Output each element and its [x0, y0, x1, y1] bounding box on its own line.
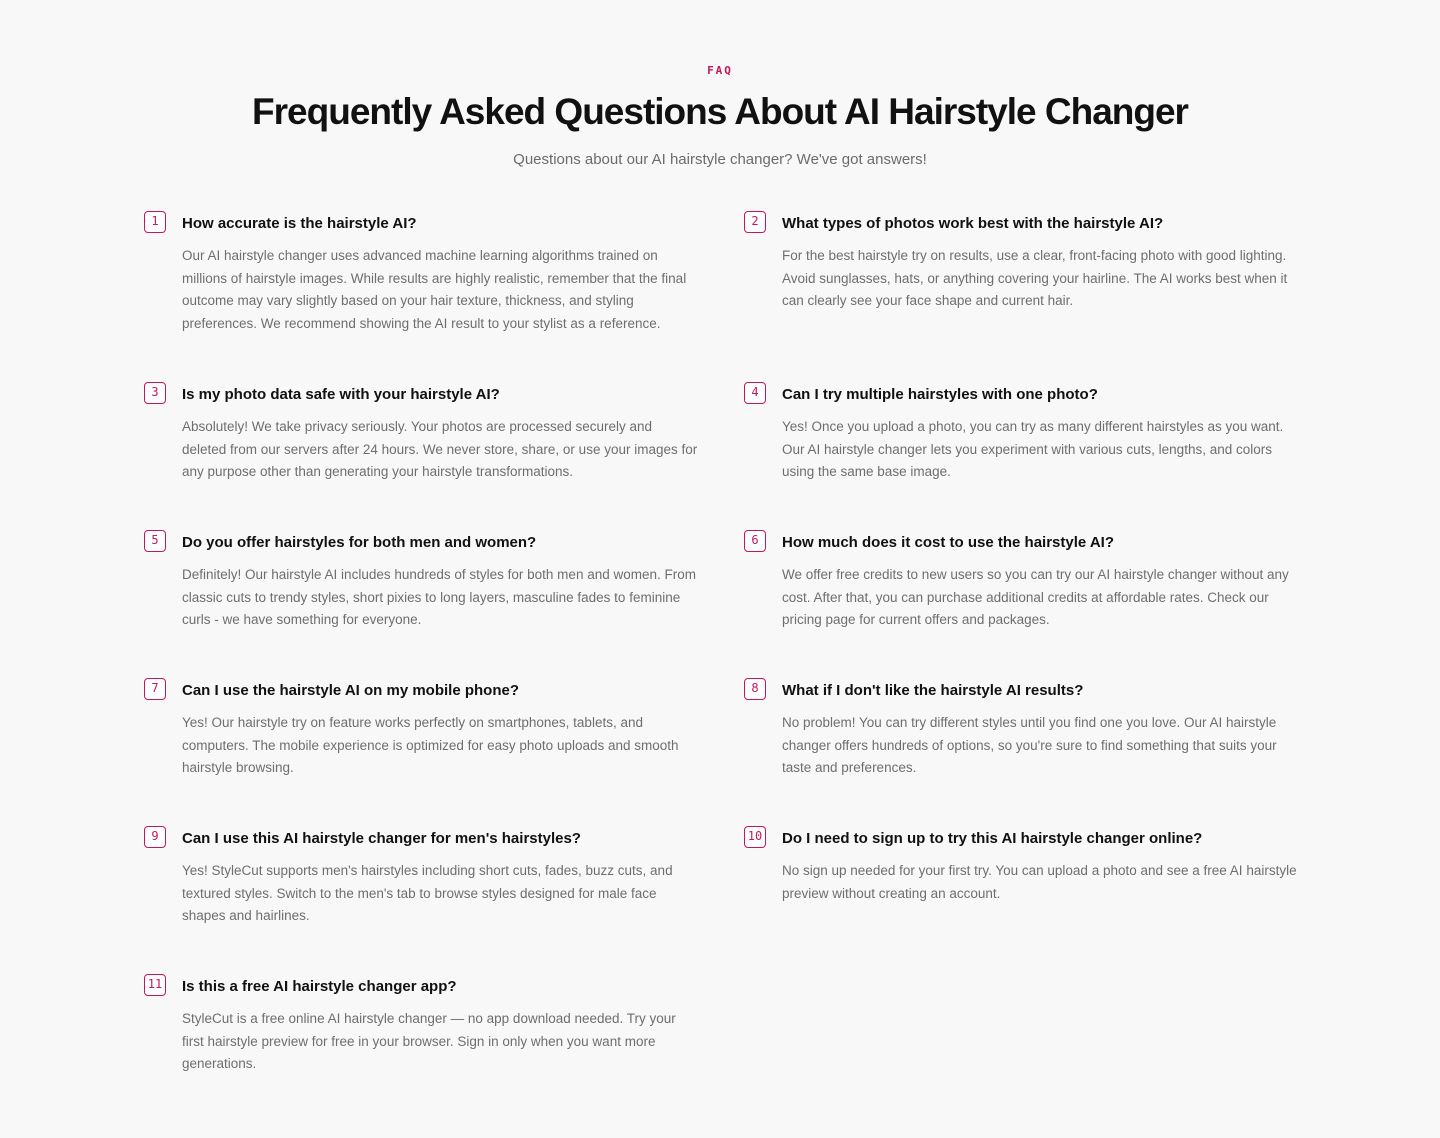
faq-number-badge: 2 [744, 211, 766, 233]
faq-number-badge: 5 [144, 530, 166, 552]
faq-answer: Yes! StyleCut supports men's hairstyles including short cuts, fades, buzz cuts, and textured styles. Switch to the men's tab to browse styles designed for male face shapes and hairlines. [182, 863, 673, 924]
faq-number-badge: 11 [144, 974, 166, 996]
faq-number-badge: 1 [144, 211, 166, 233]
faq-body [182, 826, 704, 928]
faq-answer: Our AI hairstyle changer uses advanced machine learning algorithms trained on millions of hairstyle images. While results are highly realistic, remember that the final outcome may vary slightly based on your hair texture, thickness, and styling preferences. We recommend showing the AI result to your stylist as a reference. [182, 248, 687, 332]
faq-question: What types of photos work best with the hairstyle AI? [782, 215, 1164, 232]
faq-question: Do you offer hairstyles for both men and women? [182, 534, 537, 551]
faq-item-11 [144, 974, 704, 1116]
faq-answer: Definitely! Our hairstyle AI includes hundreds of styles for both men and women. From classic cuts to trendy styles, short pixies to long layers, masculine fades to feminine curls - we have something for everyone. [182, 567, 696, 628]
faq-number-badge: 8 [744, 678, 766, 700]
faq-answer: No sign up needed for your first try. You can upload a photo and see a free AI hairstyle preview without creating an account. [782, 863, 1297, 901]
faq-number-badge: 6 [744, 530, 766, 552]
faq-body [182, 382, 704, 484]
faq-answer: No problem! You can try different styles until you find one you love. Our AI hairstyle changer offers hundreds of options, so you're sure to find something that suits your taste and preferences. [782, 715, 1277, 776]
faq-body [782, 826, 1304, 905]
faq-answer: We offer free credits to new users so you can try our AI hairstyle changer without any cost. After that, you can purchase additional credits at affordable rates. Check our pricing page for current offers and packages. [782, 567, 1289, 628]
faq-answer: For the best hairstyle try on results, use a clear, front-facing photo with good lighting. Avoid sunglasses, hats, or anything covering your hairline. The AI works best when it can clearly see your face shape and current hair. [782, 248, 1288, 309]
faq-number-badge: 9 [144, 826, 166, 848]
faq-answer: Absolutely! We take privacy seriously. Your photos are processed securely and deleted from our servers after 24 hours. We never store, share, or use your images for any purpose other than generating your hairstyle transformations. [182, 419, 698, 480]
faq-question: Do I need to sign up to try this AI hairstyle changer online? [782, 830, 1203, 847]
faq-number-badge: 10 [744, 826, 766, 848]
faq-answer: Yes! Once you upload a photo, you can try as many different hairstyles as you want. Our AI hairstyle changer lets you experiment with various cuts, lengths, and colors using the same base image. [782, 419, 1284, 480]
faq-eyebrow: FAQ [707, 64, 733, 77]
faq-question: How accurate is the hairstyle AI? [182, 215, 417, 232]
faq-number-badge: 7 [144, 678, 166, 700]
faq-item-2 [744, 211, 1304, 382]
faq-item-10 [744, 826, 1304, 974]
faq-body [782, 530, 1304, 632]
faq-item-5 [144, 530, 704, 678]
faq-body [782, 211, 1304, 313]
faq-answer: StyleCut is a free online AI hairstyle changer — no app download needed. Try your first hairstyle preview for free in your browser. Sign in only when you want more generations. [182, 1011, 676, 1072]
faq-item-4 [744, 382, 1304, 530]
faq-item-8 [744, 678, 1304, 826]
faq-body [782, 678, 1304, 780]
page-subtitle: Questions about our AI hairstyle changer? We've got answers! [513, 151, 927, 168]
faq-item-6 [744, 530, 1304, 678]
faq-question: How much does it cost to use the hairstyle AI? [782, 534, 1114, 551]
faq-question: Is this a free AI hairstyle changer app? [182, 978, 457, 995]
faq-question: Can I try multiple hairstyles with one photo? [782, 386, 1098, 403]
faq-question: Is my photo data safe with your hairstyle AI? [182, 386, 500, 403]
faq-question: Can I use the hairstyle AI on my mobile phone? [182, 682, 520, 699]
faq-number-badge: 3 [144, 382, 166, 404]
faq-item-3 [144, 382, 704, 530]
faq-question: Can I use this AI hairstyle changer for men's hairstyles? [182, 830, 581, 847]
faq-item-9 [144, 826, 704, 974]
faq-number-badge: 4 [744, 382, 766, 404]
faq-body [182, 678, 704, 780]
faq-body [182, 530, 704, 632]
faq-body [182, 211, 704, 336]
faq-body [182, 974, 704, 1076]
faq-item-7 [144, 678, 704, 826]
page-title: Frequently Asked Questions About AI Hairstyle Changer [252, 91, 1188, 132]
faq-question: What if I don't like the hairstyle AI results? [782, 682, 1084, 699]
faq-body [782, 382, 1304, 484]
faq-item-1 [144, 211, 704, 382]
faq-answer: Yes! Our hairstyle try on feature works perfectly on smartphones, tablets, and computers. The mobile experience is optimized for easy photo uploads and smooth hairstyle browsing. [182, 715, 679, 776]
faq-list [144, 211, 1304, 1116]
